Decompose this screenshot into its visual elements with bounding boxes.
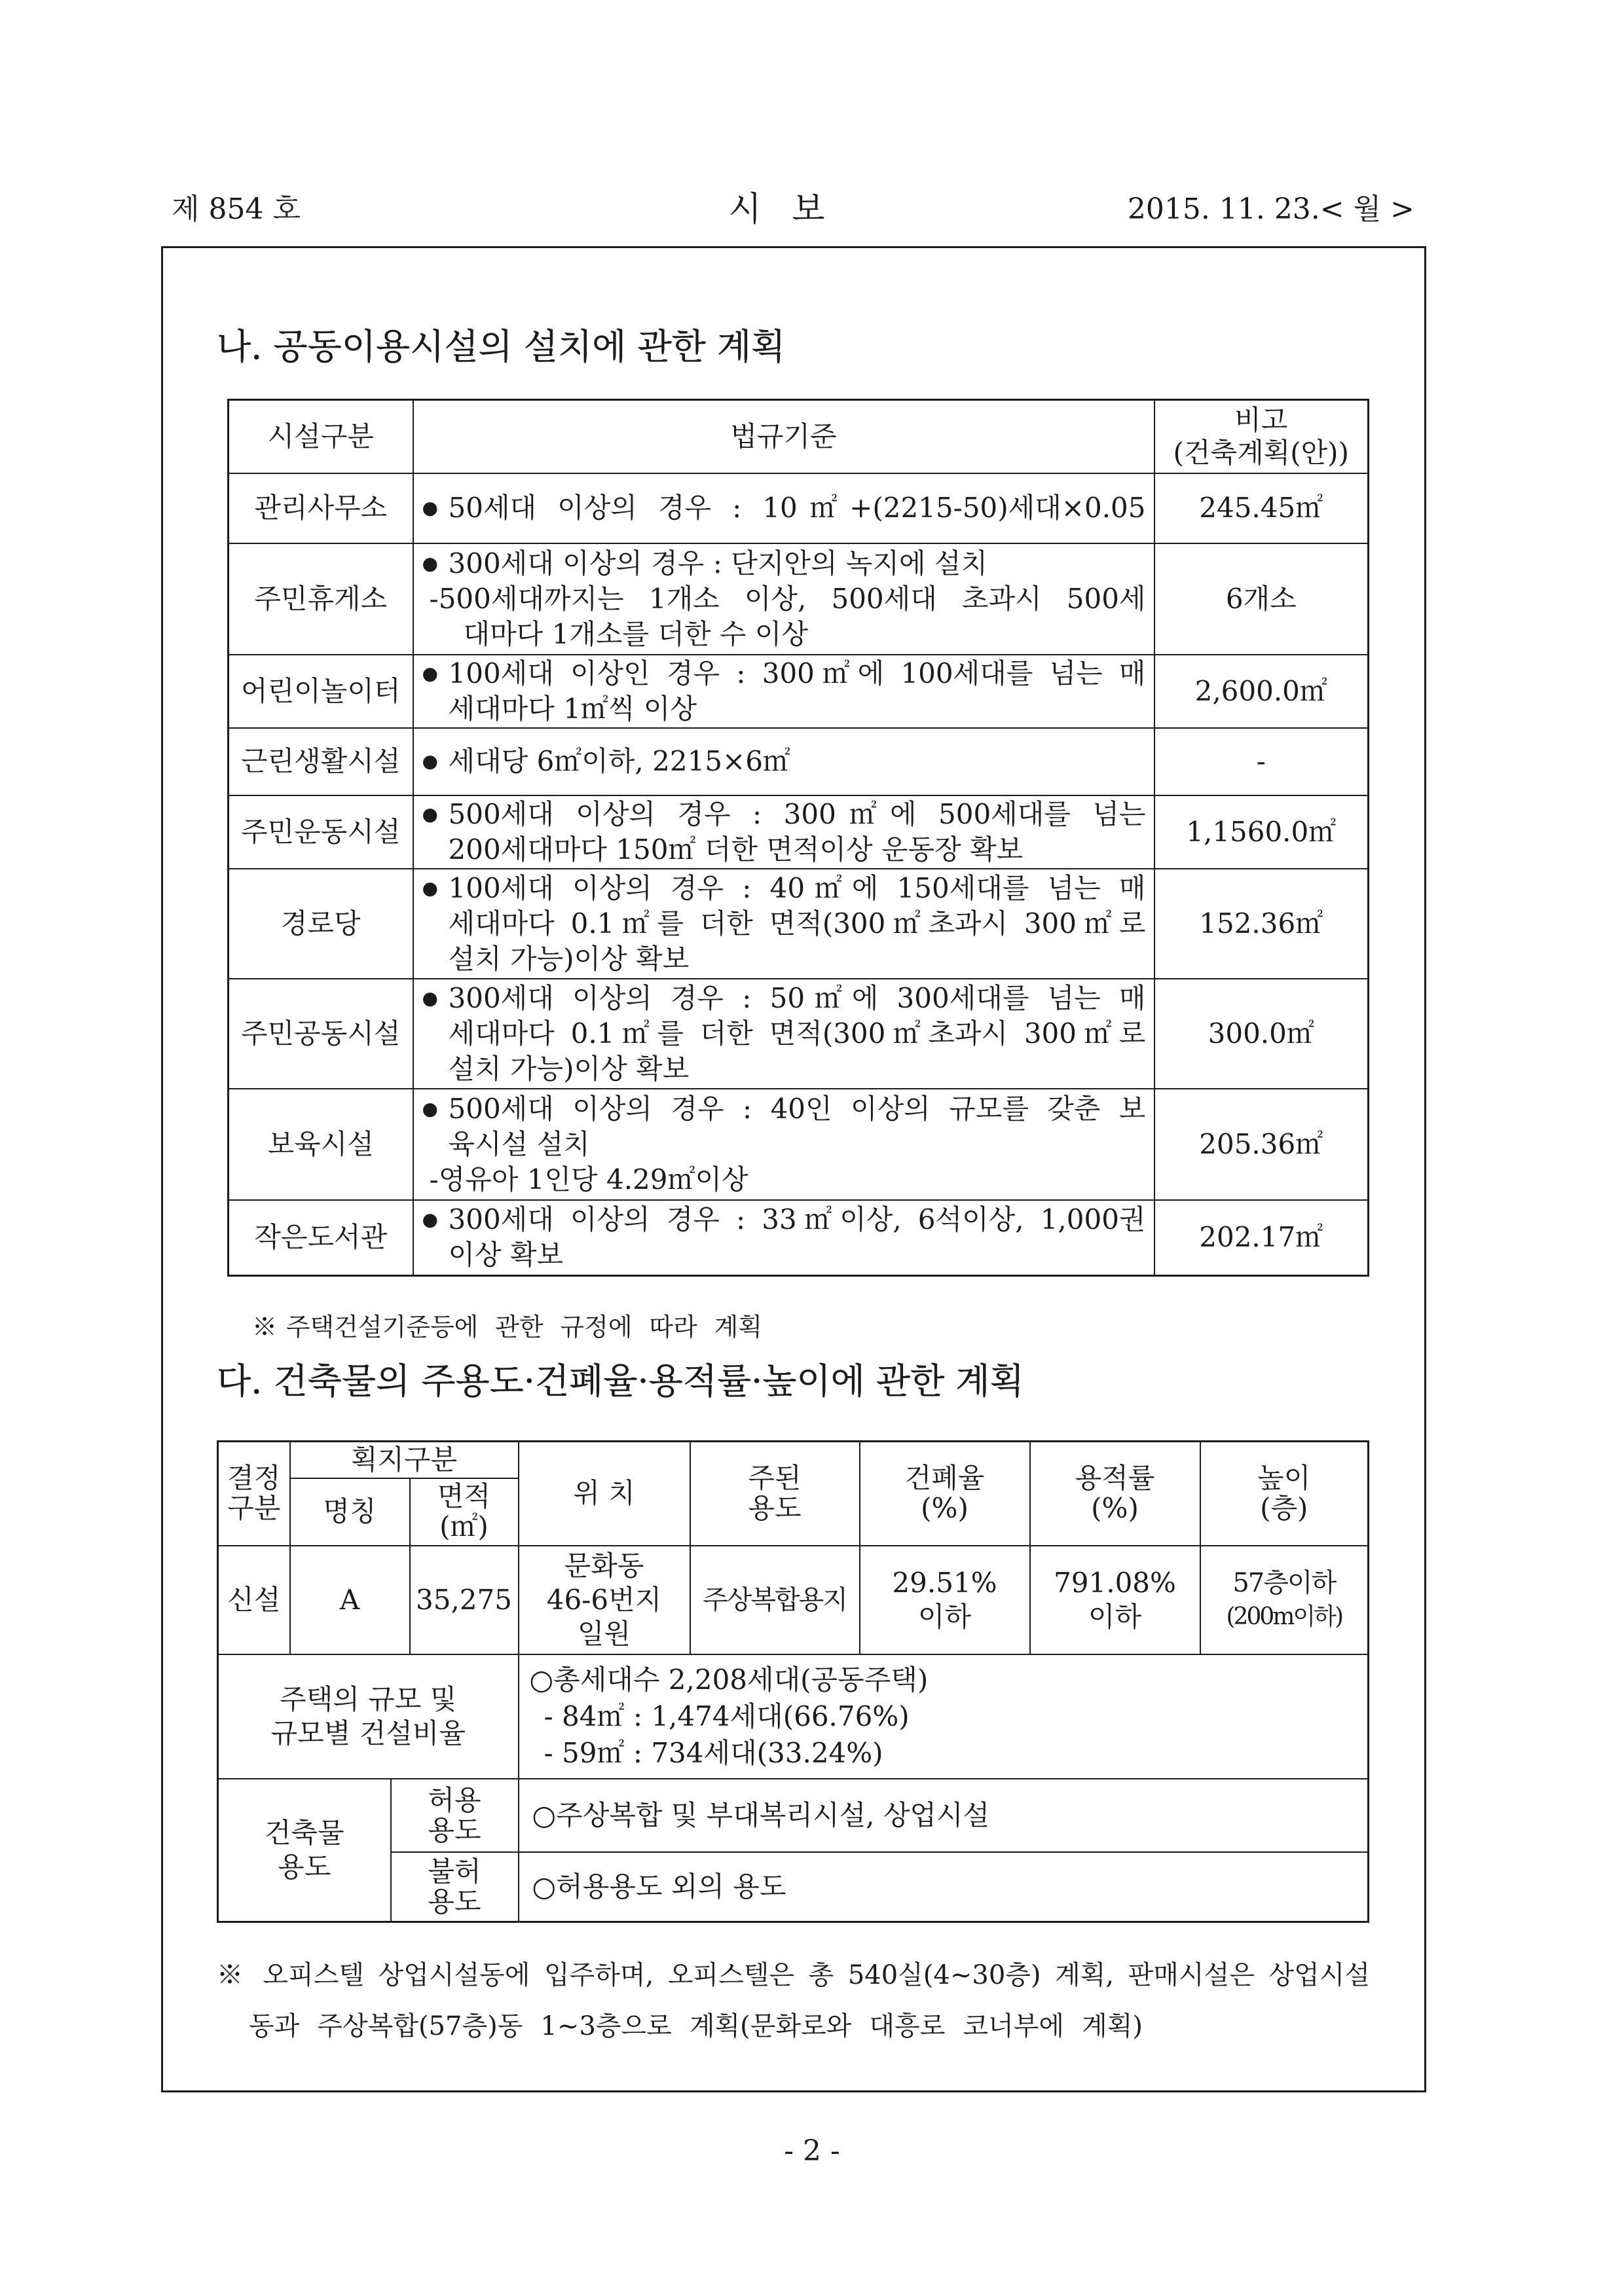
header-remark-line: 비고: [1234, 403, 1288, 436]
facilities-note: ※주택건설기준등에 관한 규정에 따라 계획: [252, 1313, 762, 1341]
facility-standard: [413, 728, 1154, 795]
facility-standard: [413, 869, 1154, 979]
standard-line: 설치 가능)이상 확보: [448, 942, 690, 975]
location-line: 46-6번지: [546, 1583, 662, 1616]
facilities-table: [227, 399, 1369, 1277]
floor-area-ratio-line: 791.08%: [1054, 1566, 1176, 1599]
header-line: 면적: [437, 1480, 491, 1512]
table-row: [218, 1779, 1369, 1852]
standard-line: 200세대마다 150㎡ 더한 면적이상 운동장 확보: [448, 833, 1024, 866]
header-category: 시설구분: [229, 400, 413, 473]
facility-remark: 300.0㎡: [1154, 979, 1369, 1089]
header-line: 용적률: [1075, 1462, 1155, 1495]
facility-category: 경로당: [229, 869, 413, 979]
header-height: [1200, 1442, 1369, 1546]
facility-category: 어린이놀이터: [229, 655, 413, 728]
standard-text: 세대당 6㎡이하, 2215×6㎡: [448, 745, 790, 777]
header-area: [410, 1478, 519, 1546]
table-row: [229, 795, 1369, 869]
header-line: 용도: [748, 1492, 802, 1525]
prohibited-label-line: 불허: [428, 1855, 481, 1887]
bullet-icon: ●: [422, 750, 438, 772]
header-name: 명칭: [290, 1478, 410, 1546]
floor-area-ratio-cell: [1030, 1546, 1200, 1654]
housing-label-cell: [218, 1654, 519, 1779]
standard-line: [422, 871, 1146, 906]
standard-line: [422, 797, 1146, 832]
prohibited-use-value: ○허용용도 외의 용도: [519, 1852, 1369, 1922]
header-line: 구분: [227, 1492, 281, 1525]
facility-remark: 205.36㎡: [1154, 1089, 1369, 1200]
facility-remark: -: [1154, 728, 1369, 795]
location-line: 문화동: [564, 1549, 644, 1582]
standard-line: 세대마다 0.1㎡를 더한 면적(300㎡초과시 300㎡로: [448, 907, 1146, 939]
bullet-icon: ●: [422, 803, 438, 825]
header-line: 높이: [1257, 1462, 1311, 1495]
facility-category: 주민공동시설: [229, 979, 413, 1089]
coverage-cell: [860, 1546, 1030, 1654]
permitted-use-value: ○주상복합 및 부대복리시설, 상업시설: [519, 1779, 1369, 1852]
table-row: [229, 1089, 1369, 1200]
housing-label-line: 주택의 규모 및: [280, 1683, 457, 1715]
table-row: [218, 1546, 1369, 1654]
header-line: (%): [1091, 1492, 1139, 1525]
table-row: [229, 728, 1369, 795]
prohibited-label-line: 용도: [428, 1885, 481, 1918]
table-row: [229, 979, 1369, 1089]
bullet-icon: ●: [422, 987, 438, 1009]
lot-name-cell: A: [290, 1546, 410, 1654]
facility-remark: 6개소: [1154, 543, 1369, 655]
standard-text: 300세대 이상의 경우 : 33㎡이상, 6석이상, 1,000권: [448, 1203, 1146, 1236]
permitted-use-label-cell: [391, 1779, 519, 1852]
standard-line: [422, 546, 1146, 581]
standard-line: 육시설 설치: [448, 1127, 590, 1160]
bullet-icon: ●: [422, 1209, 438, 1231]
standard-line: 세대마다 0.1㎡를 더한 면적(300㎡초과시 300㎡로: [448, 1017, 1146, 1049]
header-line: 결정: [227, 1462, 281, 1495]
facility-remark: 152.36㎡: [1154, 869, 1369, 979]
standard-line: 이상 확보: [448, 1239, 564, 1271]
standard-line: [422, 656, 1146, 691]
standard-line: -500세대까지는 1개소 이상, 500세대 초과시 500세: [429, 582, 1146, 615]
standard-text: 100세대 이상의 경우 : 40㎡에 150세대를 넘는 매: [448, 871, 1146, 904]
facility-category: 주민휴게소: [229, 543, 413, 655]
housing-content-cell: [519, 1654, 1369, 1779]
header-location: 위 치: [519, 1442, 690, 1546]
location-line: 일원: [577, 1617, 631, 1650]
standard-line: 설치 가능)이상 확보: [448, 1052, 690, 1085]
header-decision: [218, 1442, 290, 1546]
facility-category: 작은도서관: [229, 1200, 413, 1276]
building-use-label-line: 용도: [278, 1850, 331, 1883]
standard-line: -영유아 1인당 4.29㎡이상: [429, 1163, 748, 1195]
housing-line: - 59㎡ : 734세대(33.24%): [544, 1736, 883, 1769]
header-main-use: [690, 1442, 860, 1546]
housing-line: - 84㎡ : 1,474세대(66.76%): [544, 1700, 910, 1732]
facility-remark: 2,600.0㎡: [1154, 655, 1369, 728]
header-coverage: [860, 1442, 1030, 1546]
standard-text: 300세대 이상의 경우 : 단지안의 녹지에 설치: [448, 547, 988, 579]
building-use-label-cell: [218, 1779, 391, 1922]
page-number: - 2 -: [784, 2134, 840, 2168]
housing-line: ○총세대수 2,208세대(공동주택): [529, 1663, 929, 1696]
header-lot: 획지구분: [290, 1442, 519, 1478]
standard-text: 300세대 이상의 경우 : 50㎡에 300세대를 넘는 매: [448, 981, 1146, 1014]
table-row: [229, 655, 1369, 728]
table-row: [218, 1852, 1369, 1922]
building-note-line: 동과 주상복합(57층)동 1~3층으로 계획(문화로와 대흥로 코너부에 계획): [249, 2011, 1143, 2041]
prohibited-use-label-cell: [391, 1852, 519, 1922]
coverage-line: 29.51%: [892, 1566, 997, 1599]
section-heading-facilities: 나. 공동이용시설의 설치에 관한 계획: [217, 326, 786, 367]
bullet-icon: ●: [422, 877, 438, 899]
facility-remark: 1,1560.0㎡: [1154, 795, 1369, 869]
facility-category: 근린생활시설: [229, 728, 413, 795]
standard-line: [422, 981, 1146, 1016]
table-row: [229, 1200, 1369, 1276]
location-cell: [519, 1546, 690, 1654]
table-row: [229, 473, 1369, 543]
permitted-label-line: 허용: [428, 1783, 481, 1816]
facility-remark: 202.17㎡: [1154, 1200, 1369, 1276]
floor-area-ratio-line: 이하: [1088, 1600, 1142, 1633]
lot-area-cell: 35,275: [410, 1546, 519, 1654]
height-line: 57층이하: [1232, 1567, 1336, 1598]
facility-standard: [413, 1200, 1154, 1276]
issue-date: 2015. 11. 23.< 월 >: [1127, 192, 1414, 226]
header-standard: 법규기준: [413, 400, 1154, 473]
building-use-label-line: 건축물: [264, 1816, 344, 1849]
height-line: (200m이하): [1226, 1603, 1342, 1630]
building-plan-table: [217, 1440, 1369, 1923]
gazette-title: 시 보: [728, 190, 825, 229]
header-line: (㎡): [439, 1510, 489, 1542]
standard-text: 500세대 이상의 경우 : 300㎡에 500세대를 넘는: [448, 797, 1146, 830]
facility-category: 주민운동시설: [229, 795, 413, 869]
standard-line: 세대마다 1㎡씩 이상: [448, 692, 697, 725]
facility-category: 보육시설: [229, 1089, 413, 1200]
standard-line: [422, 1091, 1146, 1127]
bullet-icon: ●: [422, 662, 438, 684]
table-header-row: [229, 400, 1369, 473]
table-row: [218, 1654, 1369, 1779]
issue-number: 제 854 호: [172, 192, 301, 226]
header-line: (%): [921, 1492, 969, 1525]
standard-text: 100세대 이상인 경우 : 300㎡에 100세대를 넘는 매: [448, 657, 1146, 689]
header-line: 건폐율: [904, 1462, 985, 1495]
header-line: 주된: [748, 1462, 802, 1495]
main-use-cell: 주상복합용지: [690, 1546, 860, 1654]
bullet-icon: ●: [422, 552, 438, 574]
bullet-icon: ●: [422, 1097, 438, 1120]
facility-standard: [413, 979, 1154, 1089]
facility-standard: [413, 795, 1154, 869]
coverage-line: 이하: [917, 1600, 972, 1633]
permitted-label-line: 용도: [428, 1813, 481, 1846]
height-cell: [1200, 1546, 1369, 1654]
facility-category: 관리사무소: [229, 473, 413, 543]
table-row: [229, 869, 1369, 979]
header-remark: [1154, 400, 1369, 473]
header-floor-area-ratio: [1030, 1442, 1200, 1546]
facility-standard: [413, 655, 1154, 728]
standard-line: 대마다 1개소를 더한 수 이상: [463, 617, 808, 650]
bullet-icon: ●: [422, 497, 438, 519]
housing-label-line: 규모별 건설비율: [270, 1717, 466, 1749]
table-header-row: [218, 1442, 1369, 1478]
header-line: (층): [1260, 1492, 1308, 1525]
facility-standard: [413, 473, 1154, 543]
facility-standard: [413, 543, 1154, 655]
facility-standard: [413, 1089, 1154, 1200]
facility-remark: 245.45㎡: [1154, 473, 1369, 543]
section-heading-building: 다. 건축물의 주용도·건폐율·용적률·높이에 관한 계획: [217, 1360, 1024, 1402]
standard-text: 50세대 이상의 경우 : 10㎡+(2215-50)세대×0.05: [448, 492, 1146, 524]
standard-line: [422, 490, 1146, 526]
building-note-line: ※ 오피스텔 상업시설동에 입주하며, 오피스텔은 총 540실(4~30층) 계획, 판매시설은 상업시설: [217, 1960, 1370, 1990]
standard-line: [422, 744, 1146, 779]
decision-cell: 신설: [218, 1546, 290, 1654]
table-row: [229, 543, 1369, 655]
header-remark-line: (건축계획(안)): [1173, 436, 1349, 469]
standard-line: [422, 1202, 1146, 1237]
standard-text: 500세대 이상의 경우 : 40인 이상의 규모를 갖춘 보: [448, 1092, 1146, 1125]
